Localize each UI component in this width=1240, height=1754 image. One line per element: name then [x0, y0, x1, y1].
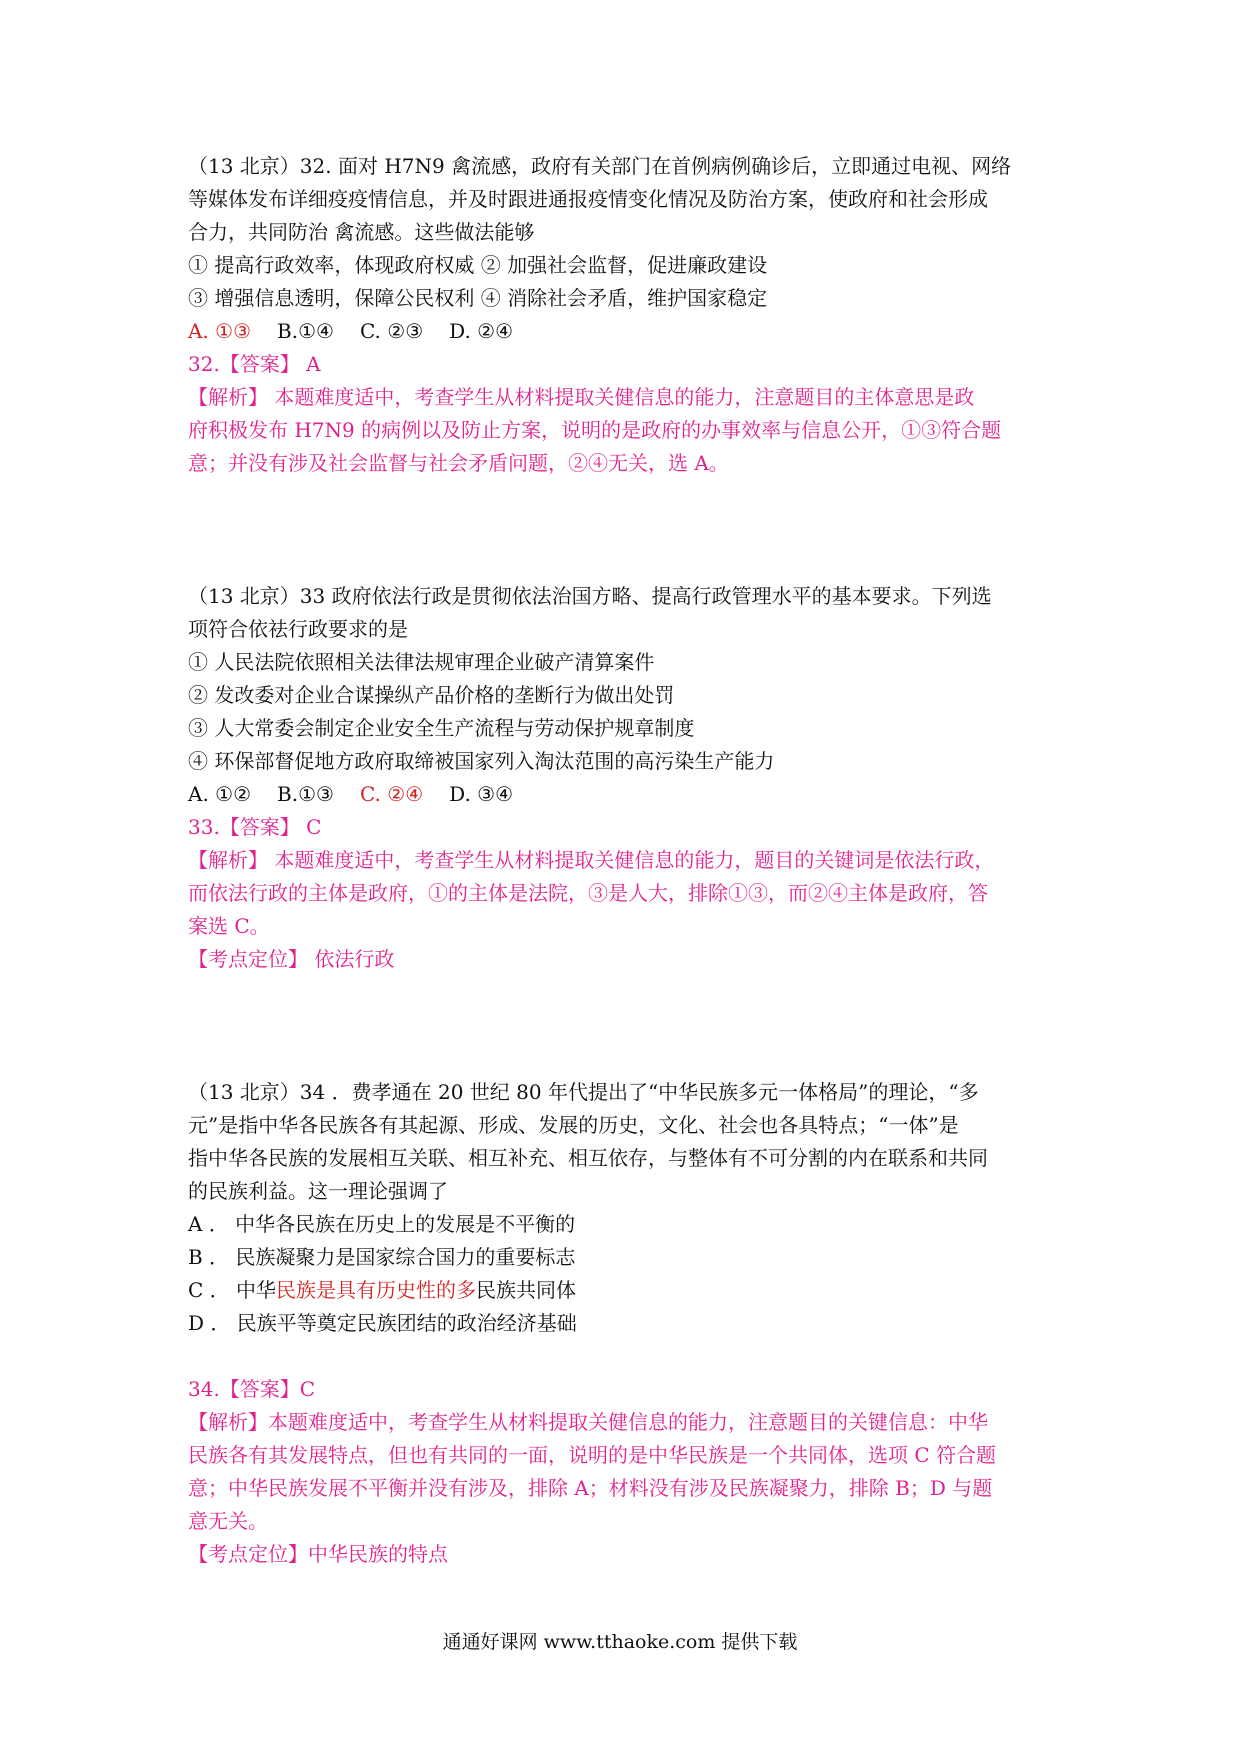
- answer-label: 33.【答案】 C: [188, 815, 322, 839]
- question-item: ② 发改委对企业合谋操纵产品价格的垄断行为做出处罚: [188, 683, 675, 707]
- analysis-line: 意；并没有涉及社会监督与社会矛盾问题，②④无关，选 A。: [188, 451, 729, 475]
- page-footer: 通通好课网 www.tthaoke.com 提供下载: [442, 1631, 798, 1653]
- option-a: A. ①②: [188, 782, 252, 806]
- question-stem: 的民族利益。这一理论强调了: [188, 1179, 448, 1203]
- question-item: ① 人民法院依照相关法律法规审理企业破产清算案件: [188, 650, 655, 674]
- option-b: B.①③: [277, 782, 334, 806]
- option-b: B.①④: [277, 319, 334, 343]
- option-c-prefix: C ． 中华: [188, 1278, 277, 1302]
- analysis-line: 府积极发布 H7N9 的病例以及防止方案，说明的是政府的办事效率与信息公开，①③符合题: [188, 418, 1002, 442]
- question-stem: 指中华各民族的发展相互关联、相互补充、相互依存，与整体有不可分割的内在联系和共同: [188, 1146, 988, 1170]
- question-stem: 元”是指中华各民族各有其起源、形成、发展的历史，文化、社会也各具特点；“一体”是: [188, 1113, 959, 1137]
- question-stem: 合力，共同防治 禽流感。这些做法能够: [188, 220, 535, 244]
- question-34: [188, 1076, 1058, 1571]
- option-d: D. ③④: [449, 782, 514, 806]
- option-c-highlight: 民族是具有历史性的多: [276, 1278, 477, 1302]
- option-a: A. ①③: [188, 319, 252, 343]
- option-d: D. ②④: [449, 319, 514, 343]
- question-stem: （13 北京）32. 面对 H7N9 禽流感，政府有关部门在首例病例确诊后，立即通过电视、网络: [188, 154, 1012, 178]
- answer-options: [188, 778, 1058, 811]
- analysis-line: 意无关。: [188, 1509, 268, 1533]
- answer-options: [188, 315, 1058, 348]
- analysis-line: 意；中华民族发展不平衡并没有涉及，排除 A；材料没有涉及民族凝聚力，排除 B；D 与题: [188, 1476, 993, 1500]
- spacer: [188, 480, 1058, 580]
- analysis-line: 而依法行政的主体是政府，①的主体是法院，③是人大，排除①③，而②④主体是政府，答: [188, 881, 988, 905]
- key-point: 【考点定位】 依法行政: [188, 947, 395, 971]
- question-33: [188, 580, 1058, 976]
- analysis-line: 【解析】本题难度适中，考查学生从材料提取关健信息的能力，注意题目的关键信息：中华: [188, 1410, 988, 1434]
- question-stem: 项符合依祛行政要求的是: [188, 617, 408, 641]
- document-body: [188, 150, 1058, 1571]
- key-point: 【考点定位】中华民族的特点: [188, 1542, 448, 1566]
- question-32: [188, 150, 1058, 480]
- option-c: C. ②③: [359, 319, 424, 343]
- spacer: [188, 976, 1058, 1076]
- option-c: C. ②④: [359, 782, 424, 806]
- question-stem: （13 北京）33 政府依法行政是贯彻依法治国方略、提高行政管理水平的基本要求。下列选: [188, 584, 992, 608]
- question-item: ① 提高行政效率，体现政府权威 ② 加强社会监督，促进廉政建设: [188, 253, 768, 277]
- option-c: [188, 1274, 1058, 1307]
- question-item: ③ 增强信息透明，保障公民权利 ④ 消除社会矛盾，维护国家稳定: [188, 286, 768, 310]
- analysis-line: 【解析】 本题难度适中，考查学生从材料提取关健信息的能力，注意题目的主体意思是政: [188, 385, 975, 409]
- option-c-tail: 民族共同体: [476, 1278, 577, 1302]
- answer-label: 32.【答案】 A: [188, 352, 321, 376]
- question-item: ④ 环保部督促地方政府取缔被国家列入淘汰范围的高污染生产能力: [188, 749, 775, 773]
- question-stem: 等媒体发布详细疫疫情信息，并及时跟进通报疫情变化情况及防治方案，使政府和社会形成: [188, 187, 988, 211]
- question-stem: （13 北京）34 ．费孝通在 20 世纪 80 年代提出了“中华民族多元一体格局”的理论，“多: [188, 1080, 979, 1104]
- option-d: D ． 民族平等奠定民族团结的政治经济基础: [188, 1311, 577, 1335]
- answer-label: 34.【答案】C: [188, 1377, 316, 1401]
- option-a: A ． 中华各民族在历史上的发展是不平衡的: [188, 1212, 576, 1236]
- analysis-line: 【解析】 本题难度适中，考查学生从材料提取关健信息的能力，题目的关键词是依法行政，: [188, 848, 995, 872]
- question-item: ③ 人大常委会制定企业安全生产流程与劳动保护规章制度: [188, 716, 695, 740]
- option-b: B ． 民族凝聚力是国家综合国力的重要标志: [188, 1245, 576, 1269]
- analysis-line: 民族各有其发展特点，但也有共同的一面，说明的是中华民族是一个共同体，选项 C 符合题: [188, 1443, 997, 1467]
- analysis-line: 案选 C。: [188, 914, 270, 938]
- spacer: [188, 1340, 1058, 1373]
